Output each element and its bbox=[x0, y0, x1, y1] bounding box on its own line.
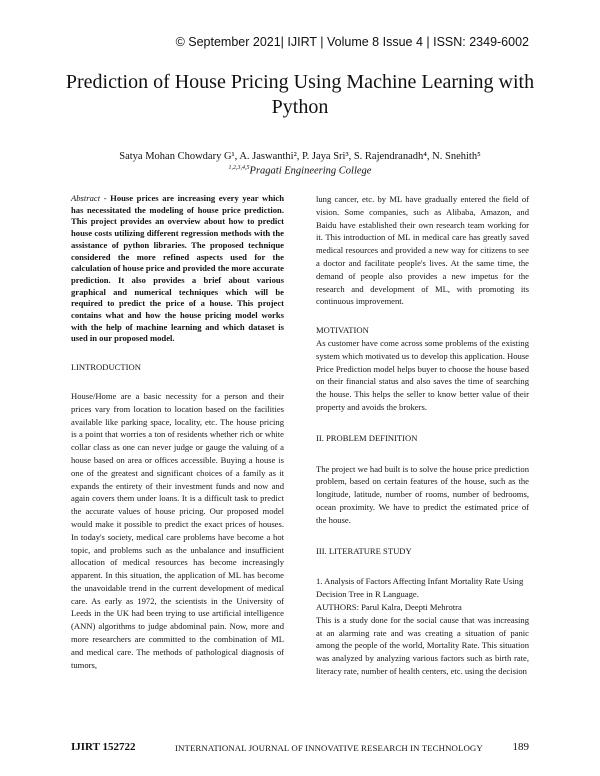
literature-item-text: This is a study done for the social cause that was increasing at an alarming rate and was creating a situation of panic among the people of the world, Mortality Rate. This situation was analyzed by analyzing various factors such as birth rate, literacy rate, number of health centers, etc. using the decision bbox=[316, 614, 529, 676]
paper-title: Prediction of House Pricing Using Machine Learning with Python bbox=[65, 71, 535, 118]
abstract bbox=[71, 193, 284, 345]
left-column bbox=[71, 193, 284, 671]
right-column bbox=[316, 193, 529, 678]
abstract-label: Abstract - bbox=[71, 193, 107, 203]
footer-journal-name: INTERNATIONAL JOURNAL OF INNOVATIVE RESEARCH IN TECHNOLOGY bbox=[175, 743, 483, 753]
affiliation bbox=[60, 165, 540, 177]
abstract-text: House prices are increasing every year which has necessitated the modeling of house price prediction. This project provides an overview about how to predict house costs utilizing different regression methods with the assistance of python libraries. The proposed technique considered the more refined aspects used for the calculation of house price and provided the more accurate prediction. It also provides a brief about various graphical and numerical techniques which will be required to predict the price of a house. This project contains what and how the house pricing model works with the help of machine learning and which dataset is used in our proposed model. bbox=[71, 193, 284, 344]
introduction-continued: lung cancer, etc. by ML have gradually entered the field of vision. Some companies, such as Alibaba, Amazon, and Baidu have established their own research team working for it. This introduction of ML in medical care has greatly saved medical resources and provided a new way for citizens to see a doctor and facilitate people's lives. At the same time, the demand of people also provides a new impetus for the research and development of ML, with promoting its continuous improvement. bbox=[316, 194, 529, 307]
literature-heading: III. LITERATURE STUDY bbox=[316, 545, 412, 556]
running-head: © September 2021| IJIRT | Volume 8 Issue 4 | ISSN: 2349-6002 bbox=[175, 35, 529, 49]
introduction-heading: I.INTRODUCTION bbox=[71, 362, 141, 373]
motivation-text: As customer have come across some problems of the existing system which motivated us to develop this application. House Price Prediction model helps buyer to choose the house based on their financial status and also saves the time of searching the house. This helps the seller to know better value of their property and avoids the brokers. bbox=[316, 337, 529, 412]
literature-item-authors: AUTHORS: Parul Kalra, Deepti Mehrotra bbox=[316, 601, 462, 612]
literature-item-title: 1. Analysis of Factors Affecting Infant Mortality Rate Using Decision Tree in R Language. bbox=[316, 576, 524, 600]
problem-text: The project we had built is to solve the house price prediction problem, based on certain features of the house, such as the longitude, latitude, number of rooms, number of bedrooms, ocean proximity. We have to predict the estimated price of the house. bbox=[316, 463, 529, 525]
introduction-text: House/Home are a basic necessity for a person and their prices vary from location to location based on the facilities available like parking space, locality, etc. The house pricing is a point that worries a ton of residents whether rich or white collar class as one can never judge or gauge the valuing of a house based on area or offices accessible. Buying a house is one of the greatest and significant choices of a family as it expands the entirety of their investment funds and now and again covers them under loans. It is a difficult task to predict the accurate values of house pricing. Our proposed model would make it possible to predict the exact prices of houses. In today's society, medical care problems have become a hot topic, and problems such as the unbalance and insufficient allocation of medical resources has become increasingly apparent. In this situation, the application of ML has become the unavoidable trend in the current development of medical care. As early as 1972, the scientists in the University of Leeds in the UK had been trying to use artificial intelligence (ANN) algorithms to judge abdominal pain. Now, more and more researchers are committed to the combination of ML and medical care. The methods of pathological diagnosis of tumors, bbox=[71, 390, 284, 670]
problem-heading: II. PROBLEM DEFINITION bbox=[316, 432, 418, 443]
footer-journal-code: IJIRT 152722 bbox=[71, 741, 136, 753]
motivation-heading: MOTIVATION bbox=[316, 325, 369, 336]
footer-page-number: 189 bbox=[512, 741, 529, 753]
author-list: Satya Mohan Chowdary G¹, A. Jaswanthi², P. Jaya Sri³, S. Rajendranadh⁴, N. Snehith⁵ bbox=[119, 151, 481, 162]
affiliation-superscript: 1,2,3,4,5 bbox=[228, 165, 250, 171]
affiliation-name: Pragati Engineering College bbox=[249, 165, 372, 177]
